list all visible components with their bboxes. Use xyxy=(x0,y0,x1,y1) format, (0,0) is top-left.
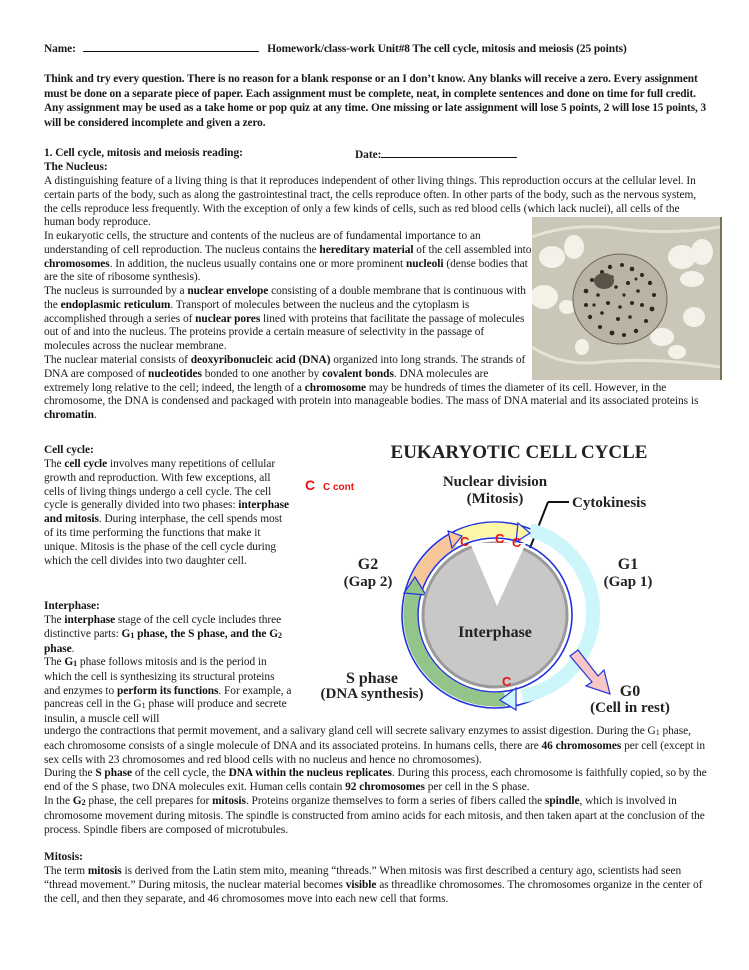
text: . xyxy=(93,409,97,422)
text: G xyxy=(64,656,74,668)
subscript: 1 xyxy=(141,701,146,711)
term-chromatin: chromatin xyxy=(44,409,94,422)
document-header xyxy=(44,41,627,55)
checkpoint-legend-icon: C xyxy=(305,477,316,493)
checkpoint-icon: C xyxy=(502,674,512,689)
term-hereditary-material: hereditary material xyxy=(319,243,414,256)
nucleus-heading: The Nucleus: xyxy=(44,161,108,173)
text: G xyxy=(121,627,131,640)
term-nuclear-pores: nuclear pores xyxy=(195,312,261,325)
text: During the xyxy=(44,767,96,779)
interphase-paragraph-2 xyxy=(44,656,292,727)
interphase-paragraph-3 xyxy=(44,725,712,767)
interphase-label: Interphase xyxy=(458,624,532,641)
term-g1 xyxy=(64,656,77,668)
cell-cycle-diagram xyxy=(290,430,749,720)
checkpoint-icon: C xyxy=(512,535,522,550)
text: The nuclear material consists of xyxy=(44,354,191,366)
g2-phase-paragraph xyxy=(44,795,712,837)
nuclear-division-label: Nuclear division xyxy=(442,474,548,490)
text: may be hundreds of times the diameter of its cell. However, in the chromosome, the DNA is condensed and packaged with protein into manageable bodies. The mass of DNA material and its associated proteins is xyxy=(44,381,699,408)
subscript: 1 xyxy=(73,659,78,668)
text: The xyxy=(44,458,65,470)
cell-cycle-figure xyxy=(290,430,749,720)
term-spindle: spindle xyxy=(545,795,580,807)
term-nucleoli: nucleoli xyxy=(405,257,444,270)
text: as threadlike chromosomes. The chromosomes organize in the center of the cell, and then they separate, and 46 chromosomes move into each new cell that forms. xyxy=(44,878,703,905)
term-mitosis: mitosis xyxy=(212,795,246,807)
text: phase, the S phase, and the G xyxy=(134,627,279,640)
assignment-title: Homework/class-work Unit#8 The cell cycle, mitosis and meiosis (25 points) xyxy=(267,43,627,55)
text: The xyxy=(44,656,65,668)
term-nucleotides: nucleotides xyxy=(148,367,202,380)
text: phase, each chromosome consists of a single molecule of DNA and its associated proteins. In humans cells, there are xyxy=(44,725,691,752)
text: . xyxy=(71,642,75,655)
cell-cycle-heading: Cell cycle: xyxy=(44,444,94,456)
text: . Proteins organize themselves to form a series of fibers called the xyxy=(245,795,545,807)
subscript: 2 xyxy=(81,798,86,807)
text: . DNA molecules are extremely long relative to the cell; indeed, the length of a xyxy=(44,367,489,394)
mitosis-heading: Mitosis: xyxy=(44,851,83,863)
text: The term xyxy=(44,865,88,877)
s-phase-label: S phase xyxy=(345,670,399,687)
term-visible: visible xyxy=(345,878,377,891)
text: phase xyxy=(44,642,72,655)
nucleus-paragraph-2 xyxy=(44,230,532,285)
text: phase follows mitosis and is the period in which the cell is synthesizing its structural proteins and enzymes to xyxy=(44,656,275,697)
nucleus-paragraph-1: A distinguishing feature of a living thing is that it reproduces independent of other living things. This reproduction occurs at the cellular level. In certain parts of the body, such as along the gastrointestinal tract, the cells reproduce often. In other parts of the body, such as the nervous system, the cells reproduce less frequently. With the exception of only a few kinds of cells, such as red blood cells (which lack nuclei), all cells of the human body reproduce. xyxy=(44,175,697,229)
checkpoint-icon: C xyxy=(460,534,470,549)
text: G xyxy=(72,795,82,807)
text: . During this process, each chromosome is faithfully copied, so by the end of the S phase, two DNA molecules exit. Human cells contain xyxy=(44,767,707,793)
term-perform-functions: perform its functions xyxy=(116,684,219,697)
term-dna: deoxyribonucleic acid (DNA) xyxy=(190,354,331,366)
text: stage of the cell cycle includes three distinctive parts: xyxy=(44,614,282,640)
date-label: Date: xyxy=(355,149,382,161)
s-phase-sublabel: (DNA synthesis) xyxy=(320,686,424,702)
text: bonded to one another by xyxy=(201,367,323,380)
text: organized into long strands. The strands of DNA are composed of xyxy=(44,354,526,380)
term-chromosomes: chromosomes xyxy=(44,257,110,270)
text: . For example, a pancreas cell in the G xyxy=(44,684,292,711)
date-blank[interactable] xyxy=(381,147,517,158)
date-field xyxy=(355,147,517,163)
text: In eukaryotic cells, the structure and contents of the nucleus are of fundamental importance to an understanding of cell reproduction. The nucleus contains the xyxy=(44,230,481,256)
term-interphase: interphase xyxy=(64,614,116,626)
nucleus-paragraph-3 xyxy=(44,285,532,354)
name-blank[interactable] xyxy=(83,41,259,52)
text: of the cell assembled into xyxy=(413,243,532,256)
term-dna-replicates: DNA within the nucleus replicates xyxy=(228,767,392,779)
diagram-title: EUKARYOTIC CELL CYCLE xyxy=(390,442,648,463)
text: (dense bodies that are the site of ribosome synthesis). xyxy=(44,257,528,284)
text: lined with proteins that facilitate the passage of molecules out of and into the nucleus. The proteins provide a certain measure of selectivity in the passage of molecules across the nuclear membrane. xyxy=(44,312,525,353)
instructions: Think and try every question. There is no reason for a blank response or an I don’t know. Any blanks will receive a zero. Every assignment must be done on a separate piece of paper. Each assignment must be complete, neat, in complete sentences and done on time for full credit. Any assignment may be used as a take home or pop quiz at any time. One missing or late assignment will lose 5 points, 2 will lose 15 points, 3 will be considered incomplete and given a zero. xyxy=(44,73,706,129)
text: per cell (except in sex cells with 23 chromosomes and red blood cells with no nucleus and hence no chromosomes). xyxy=(44,739,706,766)
term-g2 xyxy=(73,795,86,807)
term-mitosis: mitosis xyxy=(87,865,122,877)
text: per cell in the S phase. xyxy=(424,780,530,793)
subscript: 2 xyxy=(278,630,282,640)
interphase-heading: Interphase: xyxy=(44,600,100,612)
g0-sublabel: (Cell in rest) xyxy=(590,700,670,716)
text: , which is involved in chromosome movement during mitosis. The spindle is constructed from amino acids for each mitosis, and then taken apart at the conclusion of the process. Spindle fibers are composed of microtubules. xyxy=(44,795,705,836)
text: involves many repetitions of cellular growth and reproduction. With few exceptions, all cells of living things undergo a cell cycle. The cell cycle is generally divided into two phases: xyxy=(44,458,276,512)
g0-label: G0 xyxy=(619,683,641,700)
name-label: Name: xyxy=(44,43,76,55)
term-cell-cycle: cell cycle xyxy=(64,458,108,470)
cytokinesis-label: Cytokinesis xyxy=(572,495,647,511)
term-covalent-bonds: covalent bonds xyxy=(322,367,394,380)
text: In the xyxy=(44,795,73,807)
term-92-chromosomes: 92 chromosomes xyxy=(345,780,425,793)
nucleus-micrograph xyxy=(532,217,722,380)
s-phase-paragraph xyxy=(44,767,712,795)
interphase-paragraph-1 xyxy=(44,614,292,656)
text: consisting of a double membrane that is continuous with the xyxy=(44,285,526,311)
section-heading: 1. Cell cycle, mitosis and meiosis reading: xyxy=(44,147,243,159)
g2-sublabel: (Gap 2) xyxy=(343,574,393,590)
subscript: 1 xyxy=(655,728,660,737)
term-interphase-and-mitosis: interphase and mitosis xyxy=(44,499,290,526)
g1-label: G1 xyxy=(617,556,639,573)
term-endoplasmic-reticulum: endoplasmic reticulum xyxy=(60,298,171,311)
text: phase will produce and secrete insulin, a muscle cell will xyxy=(44,698,287,726)
section-title xyxy=(44,147,243,161)
text: The nucleus is surrounded by a xyxy=(44,285,188,297)
checkpoint-legend: C cont xyxy=(323,482,355,493)
g2-label: G2 xyxy=(357,556,379,573)
text: . During interphase, the cell spends most of its time performing the functions that make it unique. Mitosis is the phase of the cell cycle during which the cell divides into two daughter cell. xyxy=(44,513,283,567)
text: is derived from the Latin stem mito, meaning “threads.” When mitosis was first described a century ago, scientists had seen “thread movement.” During mitosis, the nuclear material becomes xyxy=(44,865,682,891)
mitosis-paragraph xyxy=(44,865,712,906)
g1-sublabel: (Gap 1) xyxy=(603,574,653,590)
micrograph-image xyxy=(532,217,720,380)
term-chromosome: chromosome xyxy=(304,381,367,394)
cell-cycle-paragraph xyxy=(44,458,292,568)
text: phase, the cell prepares for xyxy=(85,795,213,807)
text: . Transport of molecules between the nucleus and the cytoplasm is accomplished through a series of xyxy=(44,298,470,325)
text: The xyxy=(44,614,65,626)
subscript: 1 xyxy=(130,630,135,640)
mitosis-label: (Mitosis) xyxy=(466,491,524,507)
term-s-phase: S phase xyxy=(95,767,133,779)
checkpoint-icon: C xyxy=(495,531,505,546)
term-nuclear-envelope: nuclear envelope xyxy=(187,285,269,297)
text: . In addition, the nucleus usually contains one or more prominent xyxy=(109,257,406,270)
text: undergo the contractions that permit movement, and a salivary gland cell will secrete salivary enzymes to assist digestion. During the G xyxy=(44,725,656,737)
term-46-chromosomes: 46 chromosomes xyxy=(541,739,622,752)
text: of the cell cycle, the xyxy=(132,767,229,779)
